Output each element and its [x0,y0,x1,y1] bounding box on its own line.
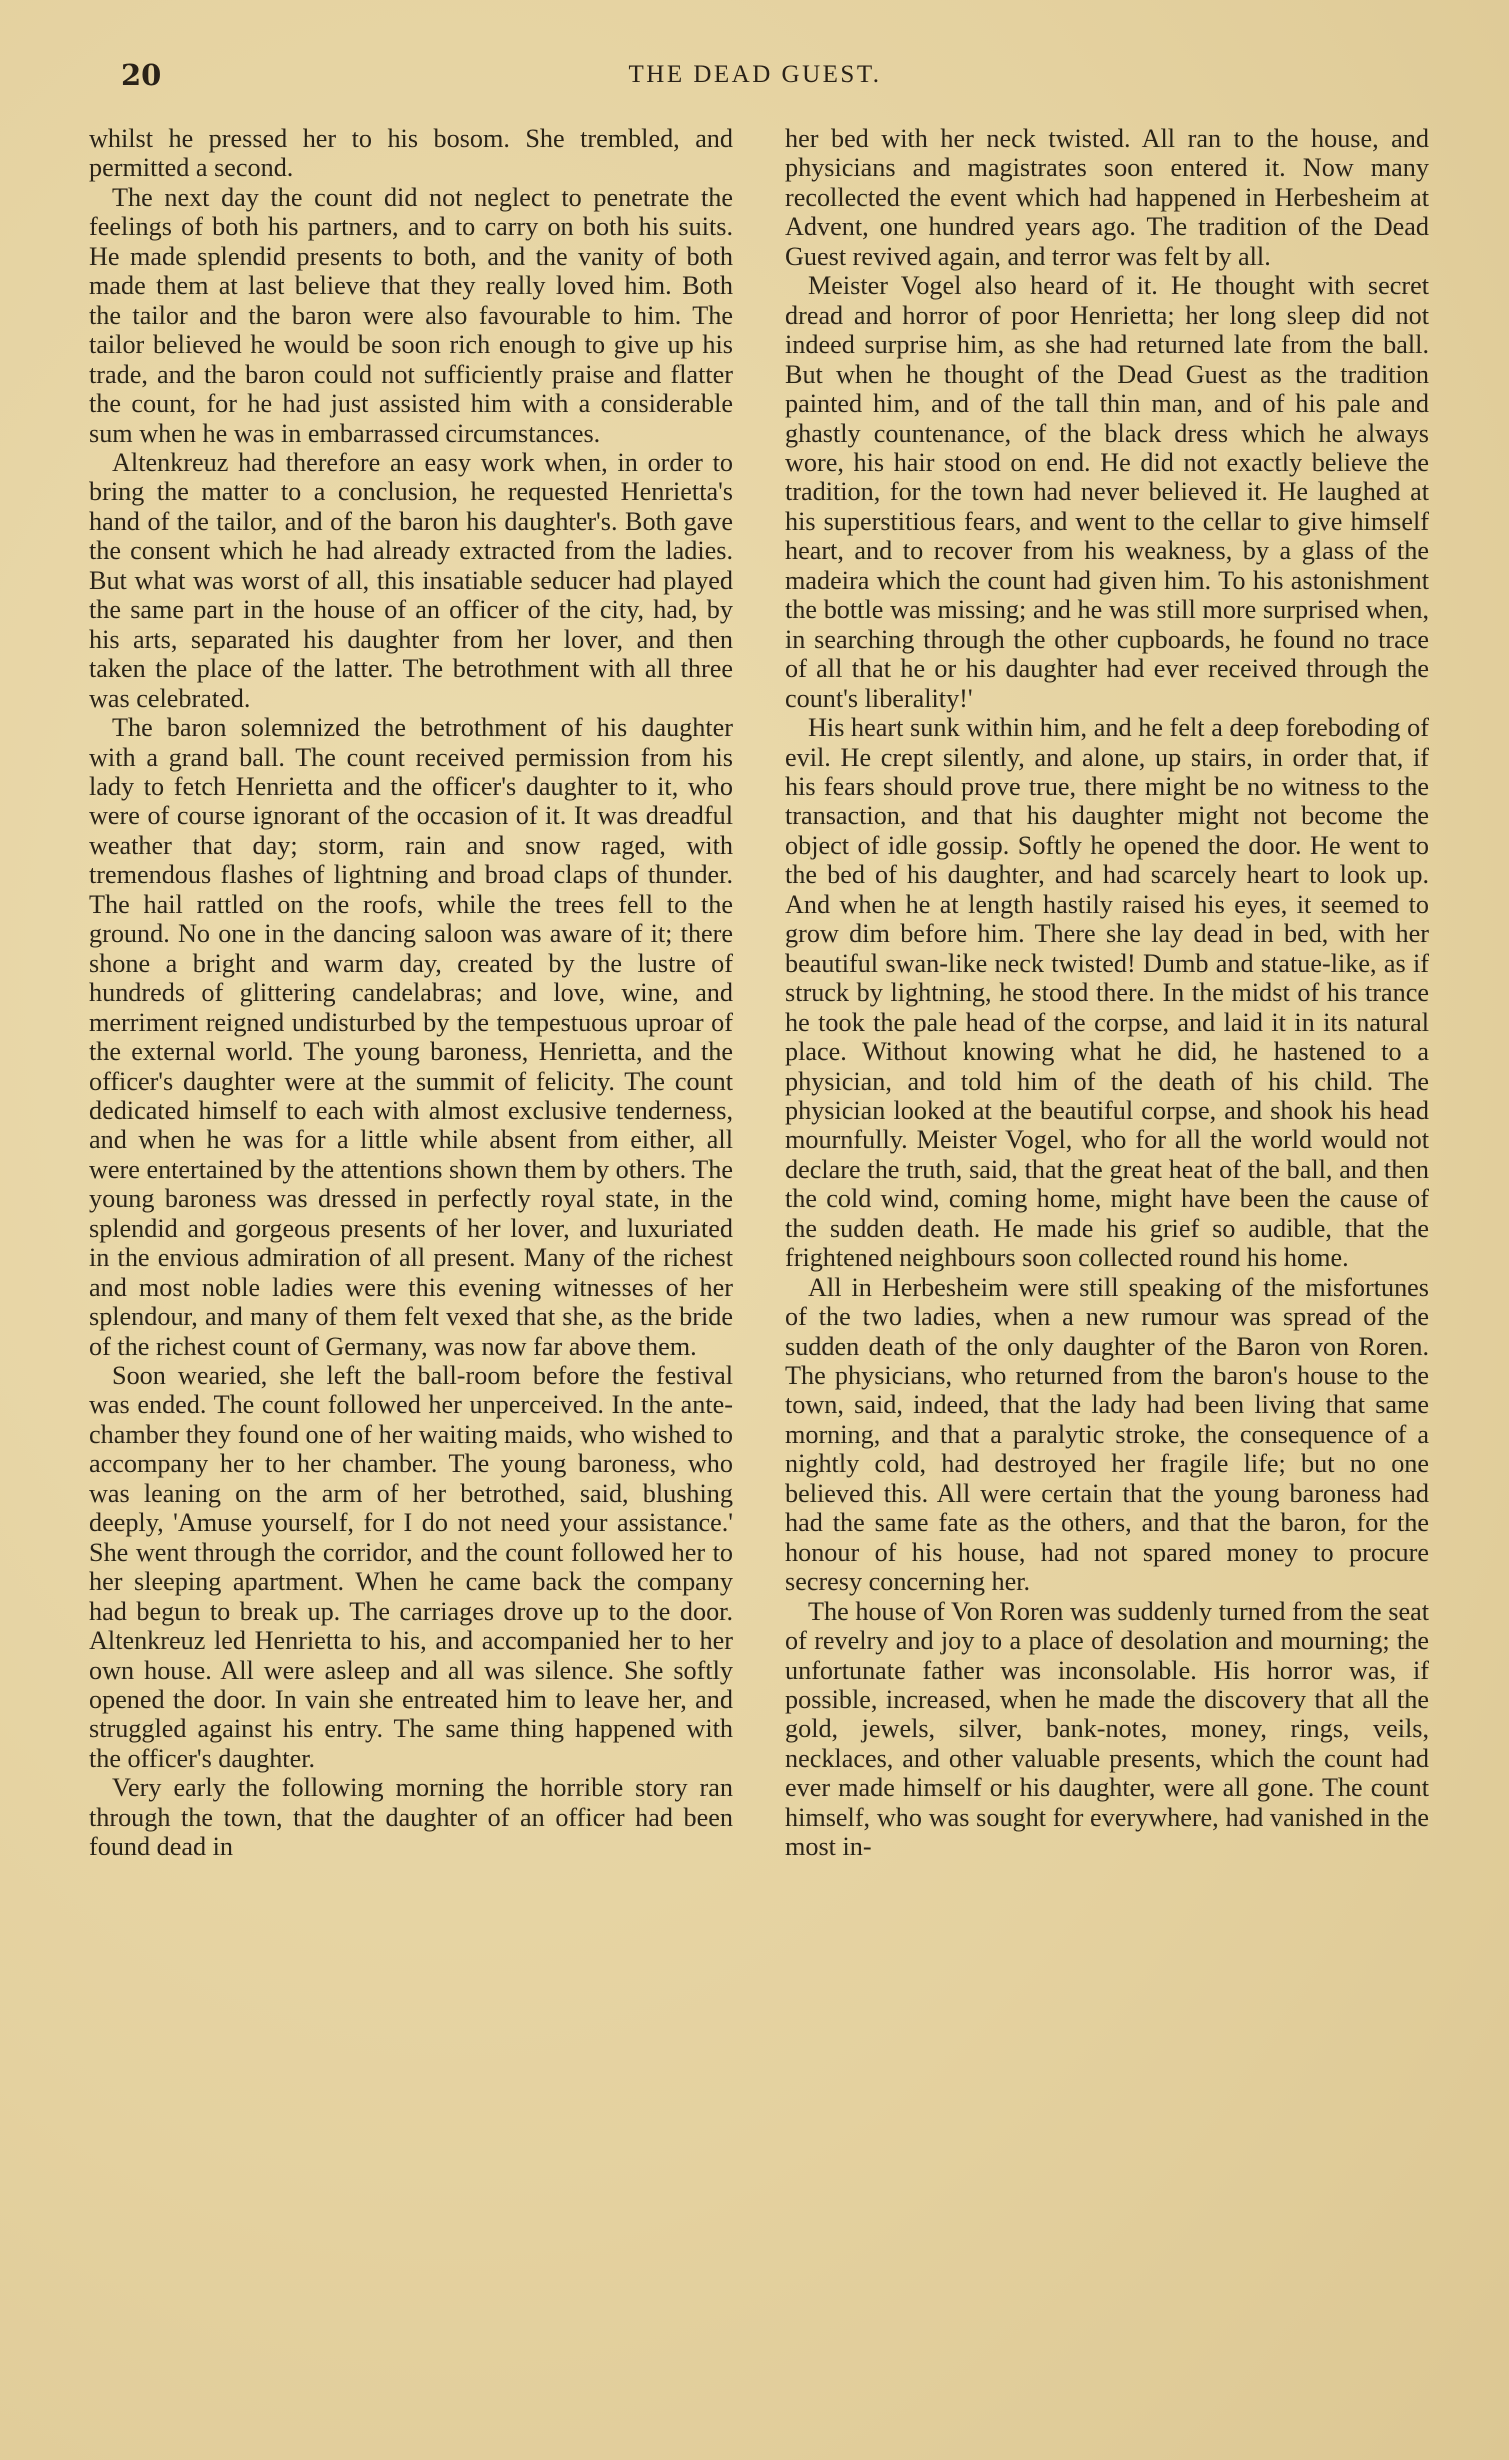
paragraph: Altenkreuz had therefore an easy work when, in order to bring the matter to a conclusion, he requested Henrietta's hand of the tailor, and of the baron his daughter's. Both gave the consent which he had already extracted from the ladies. But what was worst of all, this insatiable seducer had played the same part in the house of an officer of the city, had, by his arts, separated his daughter from her lover, and then taken the place of the latter. The betrothment with all three was celebrated. [89,447,733,713]
right-column [785,124,1429,1862]
paragraph: The house of Von Roren was suddenly turned from the seat of revelry and joy to a place of desolation and mourning; the unfortunate father was inconsolable. His horror was, if possible, increased, when he made the discovery that all the gold, jewels, silver, bank-notes, money, rings, veils, necklaces, and other valuable presents, which the count had ever made himself or his daughter, were all gone. The count himself, who was sought for everywhere, had vanished in the most in- [785,1596,1429,1862]
paragraph: The baron solemnized the betrothment of his daughter with a grand ball. The count received permission from his lady to fetch Henrietta and the officer's daughter to it, who were of course ignorant of the occasion of it. It was dreadful weather that day; storm, rain and snow raged, with tremendous flashes of lightning and broad claps of thunder. The hail rattled on the roofs, while the trees fell to the ground. No one in the dancing saloon was aware of it; there shone a bright and warm day, created by the lustre of hundreds of glittering candelabras; and love, wine, and merriment reigned undisturbed by the tempestuous uproar of the external world. The young baroness, Henrietta, and the officer's daughter were at the summit of felicity. The count dedicated himself to each with almost exclusive tenderness, and when he was for a little while absent from either, all were entertained by the attentions shown them by others. The young baroness was dressed in perfectly royal state, in the splendid and gorgeous presents of her lover, and luxuriated in the envious admiration of all present. Many of the richest and most noble ladies were this evening witnesses of her splendour, and many of them felt vexed that she, as the bride of the richest count of Germany, was now far above them. [89,713,733,1361]
paragraph: her bed with her neck twisted. All ran to the house, and physicians and magistrates soon entered it. Now many recollected the event which had happened in Herbesheim at Advent, one hundred years ago. The tradition of the Dead Guest revived again, and terror was felt by all. [785,124,1429,271]
paragraph: All in Herbesheim were still speaking of the misfortunes of the two ladies, when a new rumour was spread of the sudden death of the only daughter of the Baron von Roren. The physicians, who returned from the baron's house to the town, said, indeed, that the lady had been living that same morning, and that a paralytic stroke, the consequence of a nightly cold, had destroyed her fragile life; but no one believed this. All were certain that the young baroness had had the same fate as the others, and that the baron, for the honour of his house, had not spared money to procure secresy concerning her. [785,1272,1429,1597]
page-number: 20 [121,58,162,92]
paragraph: Soon wearied, she left the ball-room before the festival was ended. The count followed her unperceived. In the ante-chamber they found one of her waiting maids, who wished to accompany her to her chamber. The young baroness, who was leaning on the arm of her betrothed, said, blushing deeply, 'Amuse yourself, for I do not need your assistance.' She went through the corridor, and the count followed her to her sleeping apartment. When he came back the company had begun to break up. The carriages drove up to the door. Altenkreuz led Henrietta to his, and accompanied her to her own house. All were asleep and all was silence. She softly opened the door. In vain she entreated him to leave her, and struggled against his entry. The same thing happened with the officer's daughter. [89,1361,733,1773]
running-title: THE DEAD GUEST. [628,61,882,88]
left-column [89,124,733,1862]
paragraph: The next day the count did not neglect to penetrate the feelings of both his partners, and to carry on both his suits. He made splendid presents to both, and the vanity of both made them at last believe that they really loved him. Both the tailor and the baron were also favourable to him. The tailor believed he would be soon rich enough to give up his trade, and the baron could not sufficiently praise and flatter the count, for he had just assisted him with a considerable sum when he was in embarrassed circumstances. [89,182,733,448]
paragraph: whilst he pressed her to his bosom. She trembled, and permitted a second. [89,124,733,183]
paragraph: Meister Vogel also heard of it. He thought with secret dread and horror of poor Henrietta; her long sleep did not indeed surprise him, as she had returned late from the ball. But when he thought of the Dead Guest as the tradition painted him, and of the tall thin man, and of his pale and ghastly countenance, of the black dress which he always wore, his hair stood on end. He did not exactly believe the tradition, for the town had never believed it. He laughed at his superstitious fears, and went to the cellar to give himself heart, and to recover from his weakness, by a glass of the madeira which the count had given him. To his astonishment the bottle was missing; and he was still more surprised when, in searching through the other cupboards, he found no trace of all that he or his daughter had ever received through the count's liberality!' [785,271,1429,713]
page-header [85,58,1425,98]
paragraph: His heart sunk within him, and he felt a deep foreboding of evil. He crept silently, and alone, up stairs, in order that, if his fears should prove true, there might be no witness to the transaction, and that his daughter might not become the object of idle gossip. Softly he opened the door. He went to the bed of his daughter, and had scarcely heart to look up. And when he at length hastily raised his eyes, it seemed to grow dim before him. There she lay dead in bed, with her beautiful swan-like neck twisted! Dumb and statue-like, as if struck by lightning, he stood there. In the midst of his trance he took the pale head of the corpse, and laid it in its natural place. Without knowing what he did, he hastened to a physician, and told him of the death of his child. The physician looked at the beautiful corpse, and shook his head mournfully. Meister Vogel, who for all the world would not declare the truth, said, that the great heat of the ball, and then the cold wind, coming home, might have been the cause of the sudden death. He made his grief so audible, that the frightened neighbours soon collected round his home. [785,713,1429,1273]
paragraph: Very early the following morning the horrible story ran through the town, that the daughter of an officer had been found dead in [89,1773,733,1862]
